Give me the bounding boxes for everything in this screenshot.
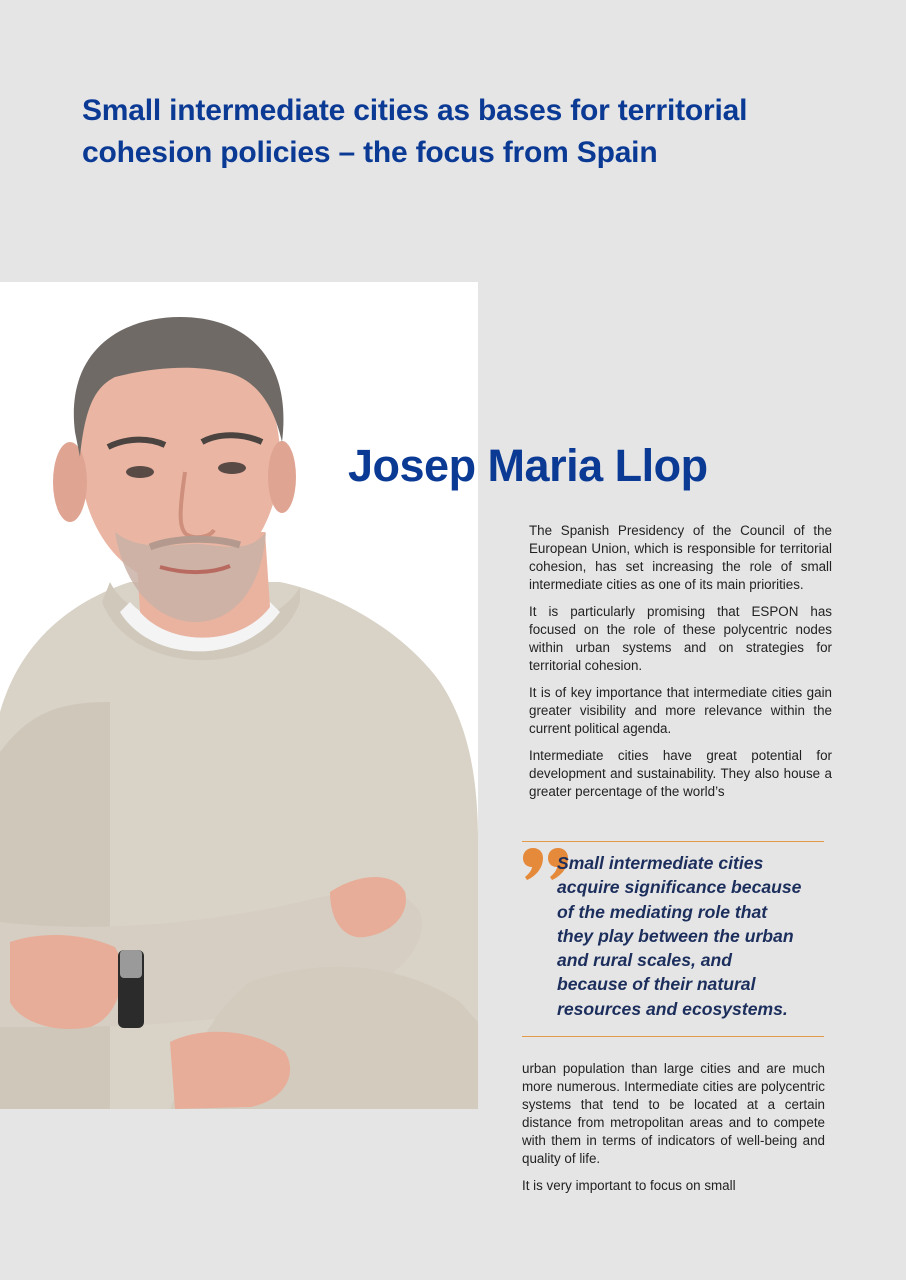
portrait-photo-icon [0, 282, 478, 1109]
quote-line: they play between the urban [557, 925, 794, 946]
pull-quote [522, 841, 824, 1037]
paragraph: urban population than large cities and are much more numerous. Intermediate cities are polycentric systems that tend to be located at a certain distance from metropolitan areas and to compete with them in terms of indicators of well-being and quality of life. [522, 1061, 825, 1166]
article-column-top [529, 522, 832, 810]
paragraph: Intermediate cities have great potential for development and sustainability. They also house a greater percentage of the world’s [529, 748, 832, 799]
quote-line: Small intermediate cities [557, 853, 764, 873]
paragraph: The Spanish Presidency of the Council of the European Union, which is responsible for territorial cohesion, has set increasing the role of small intermediate cities as one of its main priorities. [529, 523, 832, 592]
article-column-bottom [522, 1060, 825, 1204]
quote-line: of the mediating role that [557, 901, 768, 922]
author-name: Josep Maria Llop [348, 440, 708, 491]
author-photo [0, 282, 478, 1109]
paragraph: It is of key importance that intermediate cities gain greater visibility and more relevance within the current political agenda. [529, 685, 832, 736]
pull-quote-text [557, 851, 822, 1021]
quote-line: resources and ecosystems. [557, 998, 788, 1019]
page-title [82, 90, 842, 174]
paragraph: It is particularly promising that ESPON has focused on the role of these polycentric nodes within urban systems and on strategies for territorial cohesion. [529, 604, 832, 673]
title-line-2: cohesion policies – the focus from Spain [82, 136, 658, 169]
quote-line: acquire significance because [557, 877, 802, 898]
title-line-1: Small intermediate cities as bases for territorial [82, 94, 748, 127]
quote-line: because of their natural [557, 974, 756, 995]
quote-line: and rural scales, and [557, 950, 733, 971]
paragraph: It is very important to focus on small [522, 1178, 736, 1193]
